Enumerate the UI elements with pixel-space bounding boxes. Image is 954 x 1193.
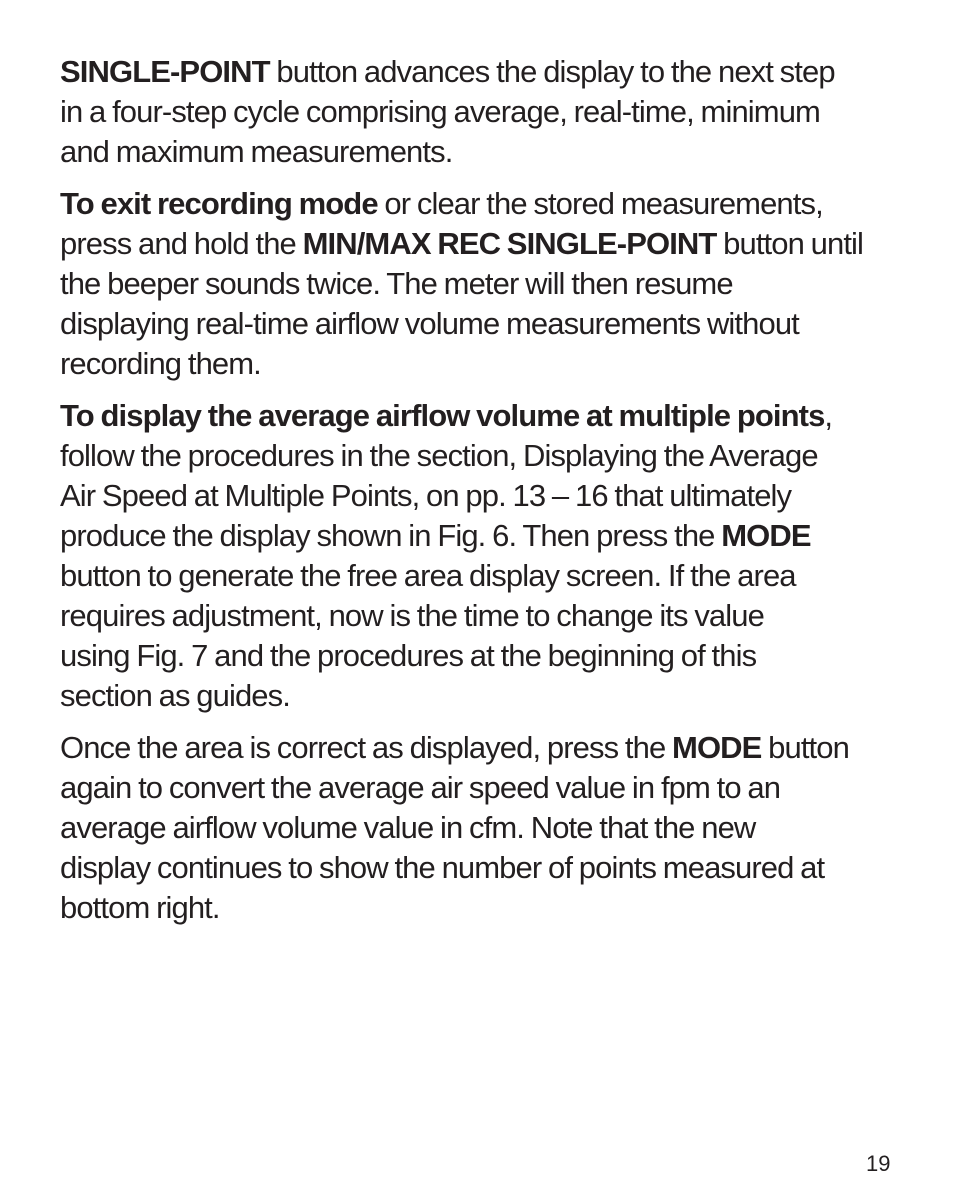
- text-line: [60, 636, 910, 676]
- text-line: [60, 596, 910, 636]
- text-run: and maximum measurements.: [60, 134, 453, 169]
- text-run: follow the procedures in the section, Displaying the Average: [60, 438, 818, 473]
- text-line: [60, 676, 910, 716]
- text-line: [60, 224, 910, 264]
- paragraph: [60, 396, 910, 716]
- text-line: [60, 848, 910, 888]
- text-line: [60, 184, 910, 224]
- text-run: display continues to show the number of points measured at: [60, 850, 825, 885]
- text-run: recording them.: [60, 346, 261, 381]
- text-line: [60, 344, 910, 384]
- text-line: [60, 728, 910, 768]
- text-run: bottom right.: [60, 890, 220, 925]
- text-run: button to generate the free area display screen. If the area: [60, 558, 796, 593]
- text-run: ,: [824, 398, 833, 433]
- paragraph: [60, 52, 910, 172]
- bold-text: MODE: [672, 730, 762, 765]
- bold-text: SINGLE-POINT: [60, 54, 270, 89]
- text-run: displaying real-time airflow volume measurements without: [60, 306, 799, 341]
- text-run: requires adjustment, now is the time to change its value: [60, 598, 764, 633]
- text-line: [60, 768, 910, 808]
- text-line: [60, 888, 910, 928]
- text-run: section as guides.: [60, 678, 290, 713]
- page-number: 19: [866, 1151, 891, 1176]
- text-run: using Fig. 7 and the procedures at the beginning of this: [60, 638, 757, 673]
- text-run: the beeper sounds twice. The meter will then resume: [60, 266, 733, 301]
- text-run: button advances the display to the next step: [269, 54, 835, 89]
- bold-text: MIN/MAX REC SINGLE-POINT: [302, 226, 717, 261]
- text-run: Once the area is correct as displayed, press the: [60, 730, 673, 765]
- bold-text: MODE: [721, 518, 811, 553]
- text-run: press and hold the: [60, 226, 303, 261]
- text-run: button until: [716, 226, 864, 261]
- text-run: or clear the stored measurements,: [377, 186, 823, 221]
- text-line: [60, 436, 910, 476]
- text-run: button: [761, 730, 849, 765]
- text-line: [60, 556, 910, 596]
- bold-text: To exit recording mode: [60, 186, 378, 221]
- text-run: average airflow volume value in cfm. Note that the new: [60, 810, 756, 845]
- text-run: Air Speed at Multiple Points, on pp. 13 – 16 that ultimately: [60, 478, 792, 513]
- text-line: [60, 396, 910, 436]
- bold-text: To display the average airflow volume at multiple points: [60, 398, 825, 433]
- text-line: [60, 476, 910, 516]
- text-line: [60, 52, 910, 92]
- text-line: [60, 516, 910, 556]
- paragraph: [60, 728, 910, 928]
- text-line: [60, 132, 910, 172]
- text-line: [60, 808, 910, 848]
- text-run: produce the display shown in Fig. 6. Then press the: [60, 518, 722, 553]
- page-body: [60, 52, 910, 940]
- text-line: [60, 264, 910, 304]
- text-line: [60, 92, 910, 132]
- paragraph: [60, 184, 910, 384]
- text-run: in a four-step cycle comprising average, real-time, minimum: [60, 94, 820, 129]
- text-line: [60, 304, 910, 344]
- text-run: again to convert the average air speed value in fpm to an: [60, 770, 781, 805]
